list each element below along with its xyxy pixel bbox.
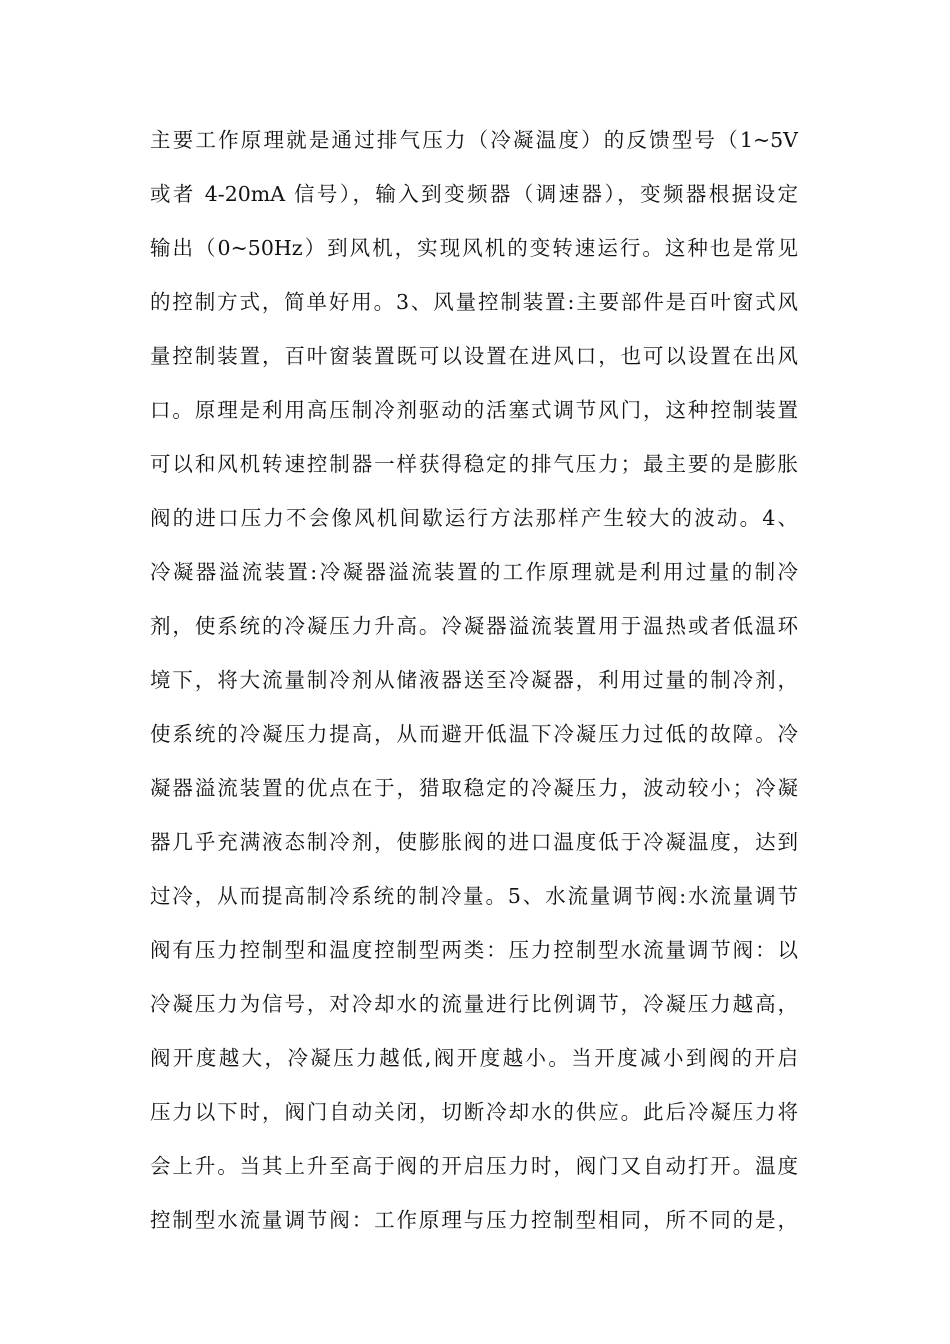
text-line: 冷凝器溢流装置:冷凝器溢流装置的工作原理就是利用过量的制冷 <box>150 560 798 584</box>
text-line: 控制型水流量调节阀：工作原理与压力控制型相同，所不同的是， <box>150 1208 798 1232</box>
body-paragraph <box>150 121 810 1255</box>
text-line: 输出（0~50Hz）到风机，实现风机的变转速运行。这种也是常见 <box>150 236 798 260</box>
text-line: 口。原理是利用高压制冷剂驱动的活塞式调节风门，这种控制装置 <box>150 398 798 422</box>
text-line: 可以和风机转速控制器一样获得稳定的排气压力；最主要的是膨胀 <box>150 452 798 476</box>
text-line: 冷凝压力为信号，对冷却水的流量进行比例调节，冷凝压力越高， <box>150 992 798 1016</box>
text-line: 阀的进口压力不会像风机间歇运行方法那样产生较大的波动。4、 <box>150 506 798 530</box>
text-line: 使系统的冷凝压力提高，从而避开低温下冷凝压力过低的故障。冷 <box>150 722 798 746</box>
text-line: 压力以下时，阀门自动关闭，切断冷却水的供应。此后冷凝压力将 <box>150 1100 798 1124</box>
text-line: 主要工作原理就是通过排气压力（冷凝温度）的反馈型号（1~5V <box>150 128 798 152</box>
text-line: 器几乎充满液态制冷剂，使膨胀阀的进口温度低于冷凝温度，达到 <box>150 830 798 854</box>
text-line: 会上升。当其上升至高于阀的开启压力时，阀门又自动打开。温度 <box>150 1154 798 1178</box>
text-line: 凝器溢流装置的优点在于，猎取稳定的冷凝压力，波动较小；冷凝 <box>150 776 798 800</box>
text-line: 阀开度越大，冷凝压力越低,阀开度越小。当开度减小到阀的开启 <box>150 1046 798 1070</box>
text-line: 或者 4-20mA 信号），输入到变频器（调速器），变频器根据设定 <box>150 182 798 206</box>
text-line: 的控制方式，简单好用。3、风量控制装置:主要部件是百叶窗式风 <box>150 290 798 314</box>
text-line: 境下，将大流量制冷剂从储液器送至冷凝器，利用过量的制冷剂， <box>150 668 798 692</box>
text-line: 剂，使系统的冷凝压力升高。冷凝器溢流装置用于温热或者低温环 <box>150 614 798 638</box>
text-line: 阀有压力控制型和温度控制型两类：压力控制型水流量调节阀：以 <box>150 938 798 962</box>
text-line: 过冷，从而提高制冷系统的制冷量。5、水流量调节阀:水流量调节 <box>150 884 798 908</box>
text-line: 量控制装置，百叶窗装置既可以设置在进风口，也可以设置在出风 <box>150 344 798 368</box>
